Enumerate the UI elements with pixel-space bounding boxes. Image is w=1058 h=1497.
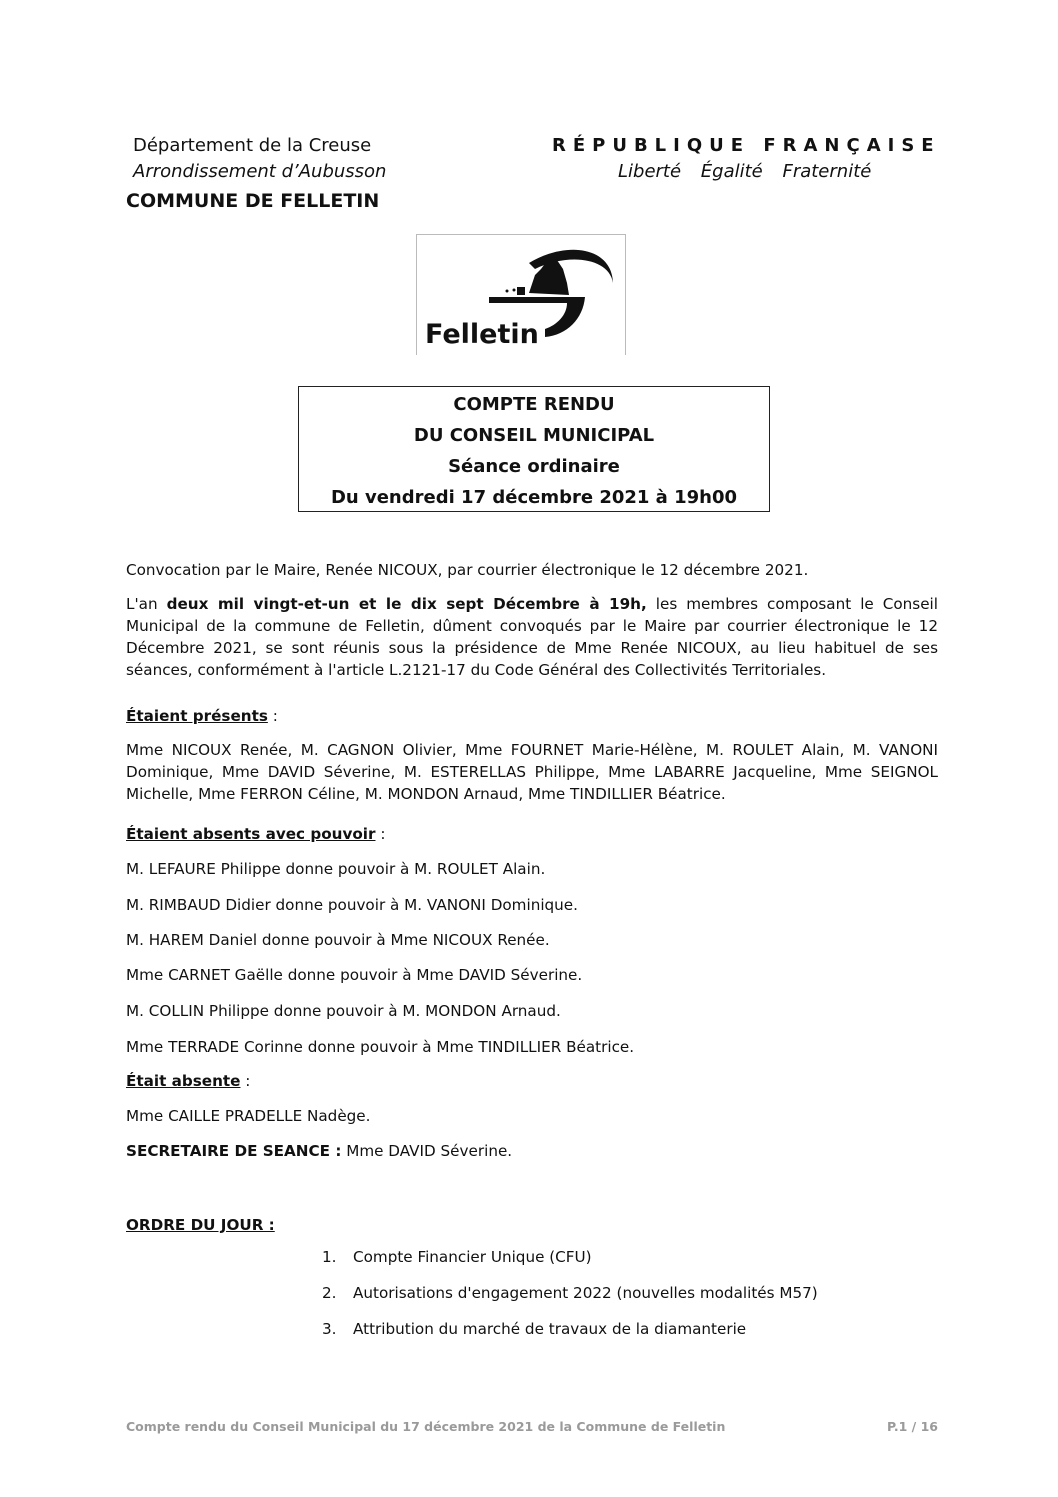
secretaire-name: Mme DAVID Séverine.: [341, 1142, 513, 1160]
presents-label: Étaient présents: [126, 707, 268, 725]
intro-rest: les membres composant le Conseil Municipal de la commune de Felletin, dûment convoqués par le Maire par courrier électronique le 12 Décembre 2021, se sont réunis sous la présidence de Mme Renée NICOUX, au lieu habituel de ses séances, conformément à l'article L.2121-17 du Code Général des Collectivités Territoriales.: [126, 595, 938, 679]
ordre-item: [322, 1284, 818, 1302]
ordre-item-number: 1.: [322, 1248, 337, 1266]
commune-title: COMMUNE DE FELLETIN: [126, 190, 380, 212]
presents-list: Mme NICOUX Renée, M. CAGNON Olivier, Mme FOURNET Marie-Hélène, M. ROULET Alain, M. VANONI Dominique, Mme DAVID Séverine, M. ESTERELLAS Philippe, Mme LABARRE Jacqueline, Mme SEIGNOL Michelle, Mme FERRON Céline, M. MONDON Arnaud, Mme TINDILLIER Béatrice.: [126, 741, 938, 803]
logo-text: Felletin: [425, 319, 539, 350]
pouvoir-line: M. RIMBAUD Didier donne pouvoir à M. VANONI Dominique.: [126, 896, 578, 914]
pouvoir-line: M. LEFAURE Philippe donne pouvoir à M. ROULET Alain.: [126, 860, 546, 878]
ordre-du-jour-heading: ORDRE DU JOUR :: [126, 1216, 275, 1234]
intro-paragraph: [126, 593, 938, 681]
ordre-item-text: Attribution du marché de travaux de la diamanterie: [353, 1320, 747, 1338]
absente-label: Était absente: [126, 1072, 241, 1090]
convocation: Convocation par le Maire, Renée NICOUX, par courrier électronique le 12 décembre 2021.: [126, 561, 809, 579]
arrondissement: Arrondissement d’Aubusson: [133, 161, 387, 182]
pouvoir-line: Mme TERRADE Corinne donne pouvoir à Mme TINDILLIER Béatrice.: [126, 1038, 635, 1056]
departement: Département de la Creuse: [133, 135, 372, 156]
intro-date-bold: deux mil vingt-et-un et le dix sept Décembre à 19h,: [166, 595, 647, 613]
pouvoir-line: M. COLLIN Philippe donne pouvoir à M. MONDON Arnaud.: [126, 1002, 561, 1020]
ordre-item-text: Autorisations d'engagement 2022 (nouvelles modalités M57): [353, 1284, 818, 1302]
ordre-item-number: 2.: [322, 1284, 337, 1302]
absents-pouvoir-sep: :: [375, 825, 386, 843]
presents-heading: [126, 705, 938, 727]
ordre-item-number: 3.: [322, 1320, 337, 1338]
felletin-logo: [416, 234, 626, 355]
ordre-item: [322, 1320, 746, 1338]
pouvoir-line: M. HAREM Daniel donne pouvoir à Mme NICOUX Renée.: [126, 931, 550, 949]
absente-heading: [126, 1070, 938, 1092]
header-right: [552, 133, 952, 185]
title-box: [298, 386, 770, 512]
header-left: [133, 133, 386, 185]
ordre-item: [322, 1248, 592, 1266]
intro-start: L'an: [126, 595, 167, 613]
secretaire-label: SECRETAIRE DE SEANCE :: [126, 1142, 342, 1160]
footer-left: Compte rendu du Conseil Municipal du 17 décembre 2021 de la Commune de Felletin: [126, 1419, 726, 1434]
title-line-4: Du vendredi 17 décembre 2021 à 19h00: [330, 487, 738, 508]
absente-sep: :: [240, 1072, 251, 1090]
republique-francaise: RÉPUBLIQUE FRANÇAISE: [552, 135, 941, 156]
secretaire-line: [126, 1140, 938, 1162]
absente-name: Mme CAILLE PRADELLE Nadège.: [126, 1107, 371, 1125]
felletin-logo-graphic: [417, 235, 625, 355]
title-line-1: COMPTE RENDU: [453, 394, 615, 415]
devise: Liberté Égalité Fraternité: [618, 161, 872, 182]
pouvoir-line: Mme CARNET Gaëlle donne pouvoir à Mme DAVID Séverine.: [126, 966, 583, 984]
page-number: P.1 / 16: [887, 1419, 938, 1434]
absents-pouvoir-heading: [126, 823, 938, 845]
title-line-3: Séance ordinaire: [448, 456, 620, 477]
absents-pouvoir-label: Étaient absents avec pouvoir: [126, 825, 376, 843]
ordre-item-text: Compte Financier Unique (CFU): [353, 1248, 592, 1266]
presents-sep: :: [267, 707, 278, 725]
title-line-2: DU CONSEIL MUNICIPAL: [413, 425, 655, 446]
